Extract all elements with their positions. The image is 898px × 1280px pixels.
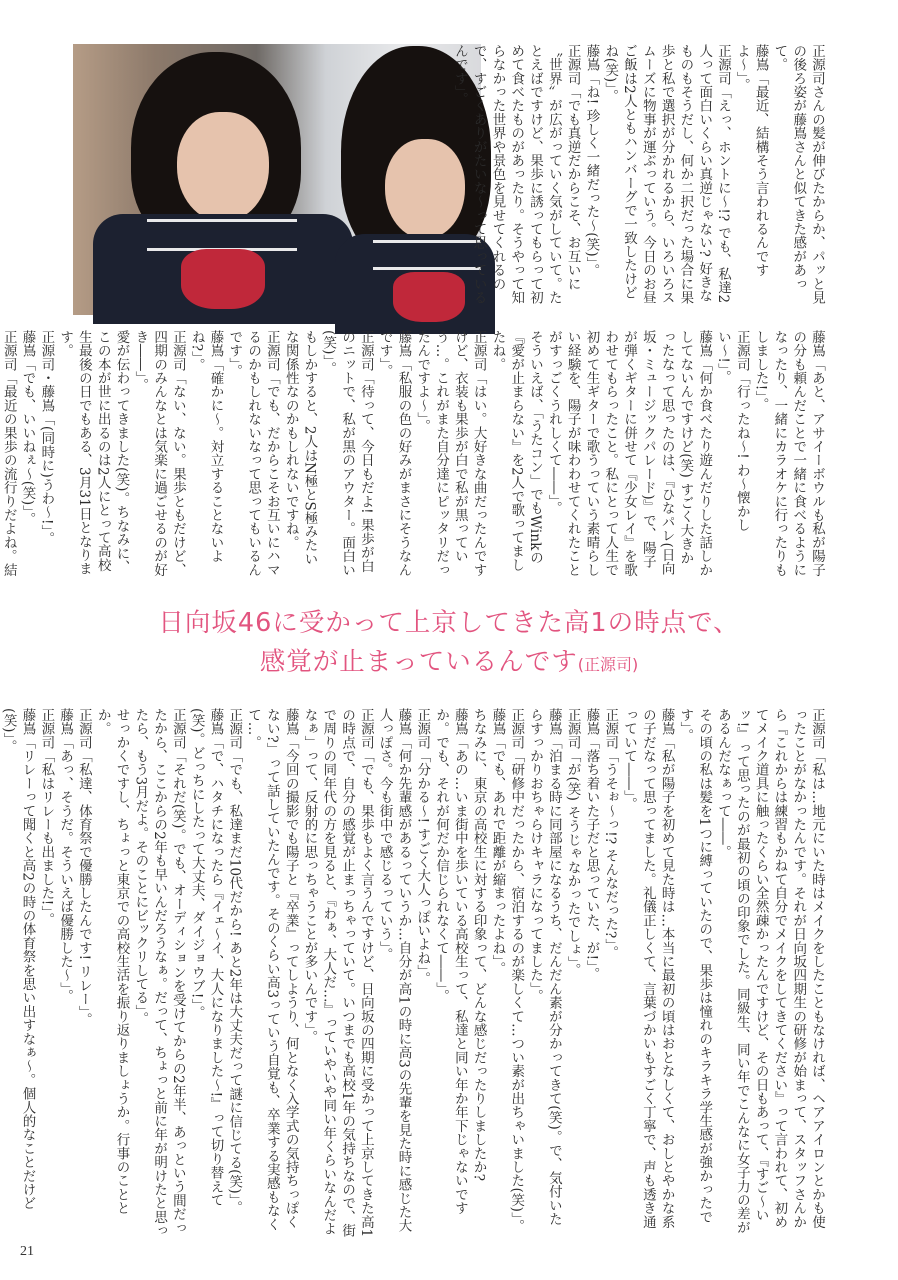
headline-line-2 — [60, 643, 838, 684]
page-number: 21 — [20, 1244, 34, 1259]
headline-speaker: (正源司) — [577, 655, 639, 674]
right-scarf-shape — [393, 272, 465, 322]
right-face-shape — [385, 139, 465, 239]
left-collar-shape — [147, 219, 297, 251]
article-text-bottom: 正源司「私は…地元にいた時はメイクをしたこともなければ、ヘアアイロンとかも使ったことがなかったんです。それが日向坂四期生の研修が始まって、スタッフさんから『これからは練習もかねて自分でメイクをしてきてください』って言われて、初めてメイク道具に触ったくらい全然疎かったんですけど、その日もあって、『すご〜いッ!』って思ったのが最初の頃の印象でした。同級生、同い年でこんなに女子力の差があるんだなぁって――。 その頃の私は髪を1つに縛っていたので、果歩は憧れのキラキラ学生感が強かったです」。 藤嶌「私が陽子を初めて見た時は…本当に最初の頃はおとなしくて、おしとやかな系の子だなって思ってました。礼儀正しくて、言葉づかいもすごく丁寧で、声も透き通っていて――」。 正源司「うそぉ〜っ!? そんなだった?」。 藤嶌「落ち着いた子だと思っていた、が!」。 正源司「が(笑) そうじゃなかったでしょ」。 藤嶌「泊まる時に同部屋になるうち、だんだん素が分かってきて(笑)。で、気付いたらすっかりおちゃらけキャラになってました」。 正源司「研修中だったから、宿泊するのが楽しくて…つい素が出ちゃいました(笑)」。 藤嶌「でも、あれで距離が縮まったよね」。 ちなみに、東京の高校生に対する印象って、どんな感じだったりしましたか? 藤嶌「あの…いま街中を歩いている高校生って、私達と同い年か年下じゃないですか。でも、それが何だか信じられなくて――」。 正源司「分かる〜! すごく大人っぽいよね」。 藤嶌「何か先輩感があるっていうか…自分が高1の時に高3の先輩を見た時に感じた大人っぽさ。今も街中で感じるっていう」。 正源司「でも、果歩もよく言うんですけど、日向坂の四期に受かって上京してきた高1の時点で、自分の感覚が止まっちゃっていて。いつまでも高校1年の気持ちなので、街で周りの同年代の方を見ると、『わぁ、大人だ…』っていやいや同い年くらいなんだよなぁ」って、反射的に思っちゃうことが多いんです」。 藤嶌「今回の撮影でも陽子と『卒業』ってしようり、何となく入学式の気持ちっぽくない?」って話していたんです。そのくらい高3っていう自覚も、卒業する実感もなくて…。 正源司「でも、私達まだ10代だから! あと2年は大丈夫だって謎に信じてる(笑)」。 藤嶌「で、ハタチになったら『イェ〜イ、大人になりました〜!』って切り替えて(笑)。どっちにしたって大丈夫、ダイジョウブ!」。 正源司「それだ(笑)。でも、オーディションを受けてからの2年半、あっという間だったから、ここからの2年も早いんだろうなぁ。だって、ちょっと前に年が明けたと思ったら、もう3月だよ。そのことにビックリしてる」。 せっかくですし、ちょっと東京での高校生活を振り返りましょうか。行事のこととか。 正源司「私達、体育祭で優勝したんです! リレー」。 藤嶌「あっ、そうだ。そういえば優勝した〜」。 正源司「私はリレーも出ました!」。 藤嶌「リレーって聞くと高2の時の体育祭を思い出すなぁ〜。個人的なことだけど(笑)」。 — [0, 708, 825, 1238]
pull-quote-headline — [60, 604, 838, 684]
headline-line-1: 日向坂46に受かって上京してきた高1の時点で、 — [158, 608, 740, 638]
article-text-middle: 藤嶌「あと、アサイーボウルも私が陽子の分も頼んだことで一緒に食べるようになったり、一緒にカラオケに行ったりもしました!」。 正源司「行ったね〜! わ〜懐かしい〜!」。 藤嶌「何か食べたり遊んだりした話しかしてないんですけど(笑) すごく大きかったなって思ったのは、『ひなパレ(日向坂・ミュージックパレード)』で、陽子が弾くギターに併せて『少女レイ』を歌わせてもらったこと。私にとって人生で初めて生ギターで歌うっていう素晴らしい経験を、陽子が味わわせてくれたことがすっごくうれしくて――」。 そういえば、「うたコン」でもWinkの『愛が止まらない』を2人で歌ってましたね。 正源司「はい。大好きな曲だったんですけど、衣装も果歩が白で私が黒っていう…。これがまた自分達にピッタリだったんですよ〜」。 藤嶌「私服の色の好みがまさにそうなんです」。 正源司「待って、今日もだよ! 果歩が白のニットで、私が黒のアウター。面白い(笑)」。 もしかすると、2人はN極とS極みたいな関係性なのかもしれないですね。 正源司「でも、だからこそお互いにハマるのかもしれないなって思ってもいるんです」。 藤嶌「確かに〜。対立することないよね?」。 正源司「ない、ない。果歩ともだけど、四期のみんなとは気楽に過ごせるのが好き――」。 愛が伝わってきました(笑)。ちなみに、この本が世に出るのは2人にとって高校生最後の日でもある、3月31日となります。 正源司・藤嶌「(同時に)うわ〜!」。 藤嶌「でも、いいねぇ〜(笑)」。 正源司「最近の果歩の流行りだよね。結 — [0, 330, 825, 577]
left-face-shape — [177, 112, 269, 222]
headline-line-2-text: 感覚が止まっているんです — [259, 647, 578, 677]
article-text-top-right: 正源司さんの髪が伸びたからか、パッと見の後ろ姿が藤嶌さんと似てきた感があって。 藤嶌「最近、結構そう言われるんですよ〜」。 正源司「えっ、ホントに〜!? でも、私達2人って面白いくらい真逆じゃない? 好きなものもそうだし、何か二択だった場合に果歩と私で選択が分かれるから、いろいろスムーズに物事が運ぶっていう。今日のお昼ご飯は2人ともハンバーグで一致したけどね(笑)」。 藤嶌「ね! 珍しく一緒だった〜(笑)」。 正源司「でも真逆だからこそ、お互いに〝世界〟が広がっていく気がしていて。たとえばですけど、果歩に誘ってもらって初めて食べたものがあったり。そうやって知らなかった世界や景色を見せてくれるので、すごくありがたいな〜って思っているんです」。 — [451, 44, 825, 305]
left-scarf-shape — [181, 249, 265, 309]
photo-two-students — [73, 44, 481, 315]
right-collar-shape — [373, 240, 481, 270]
